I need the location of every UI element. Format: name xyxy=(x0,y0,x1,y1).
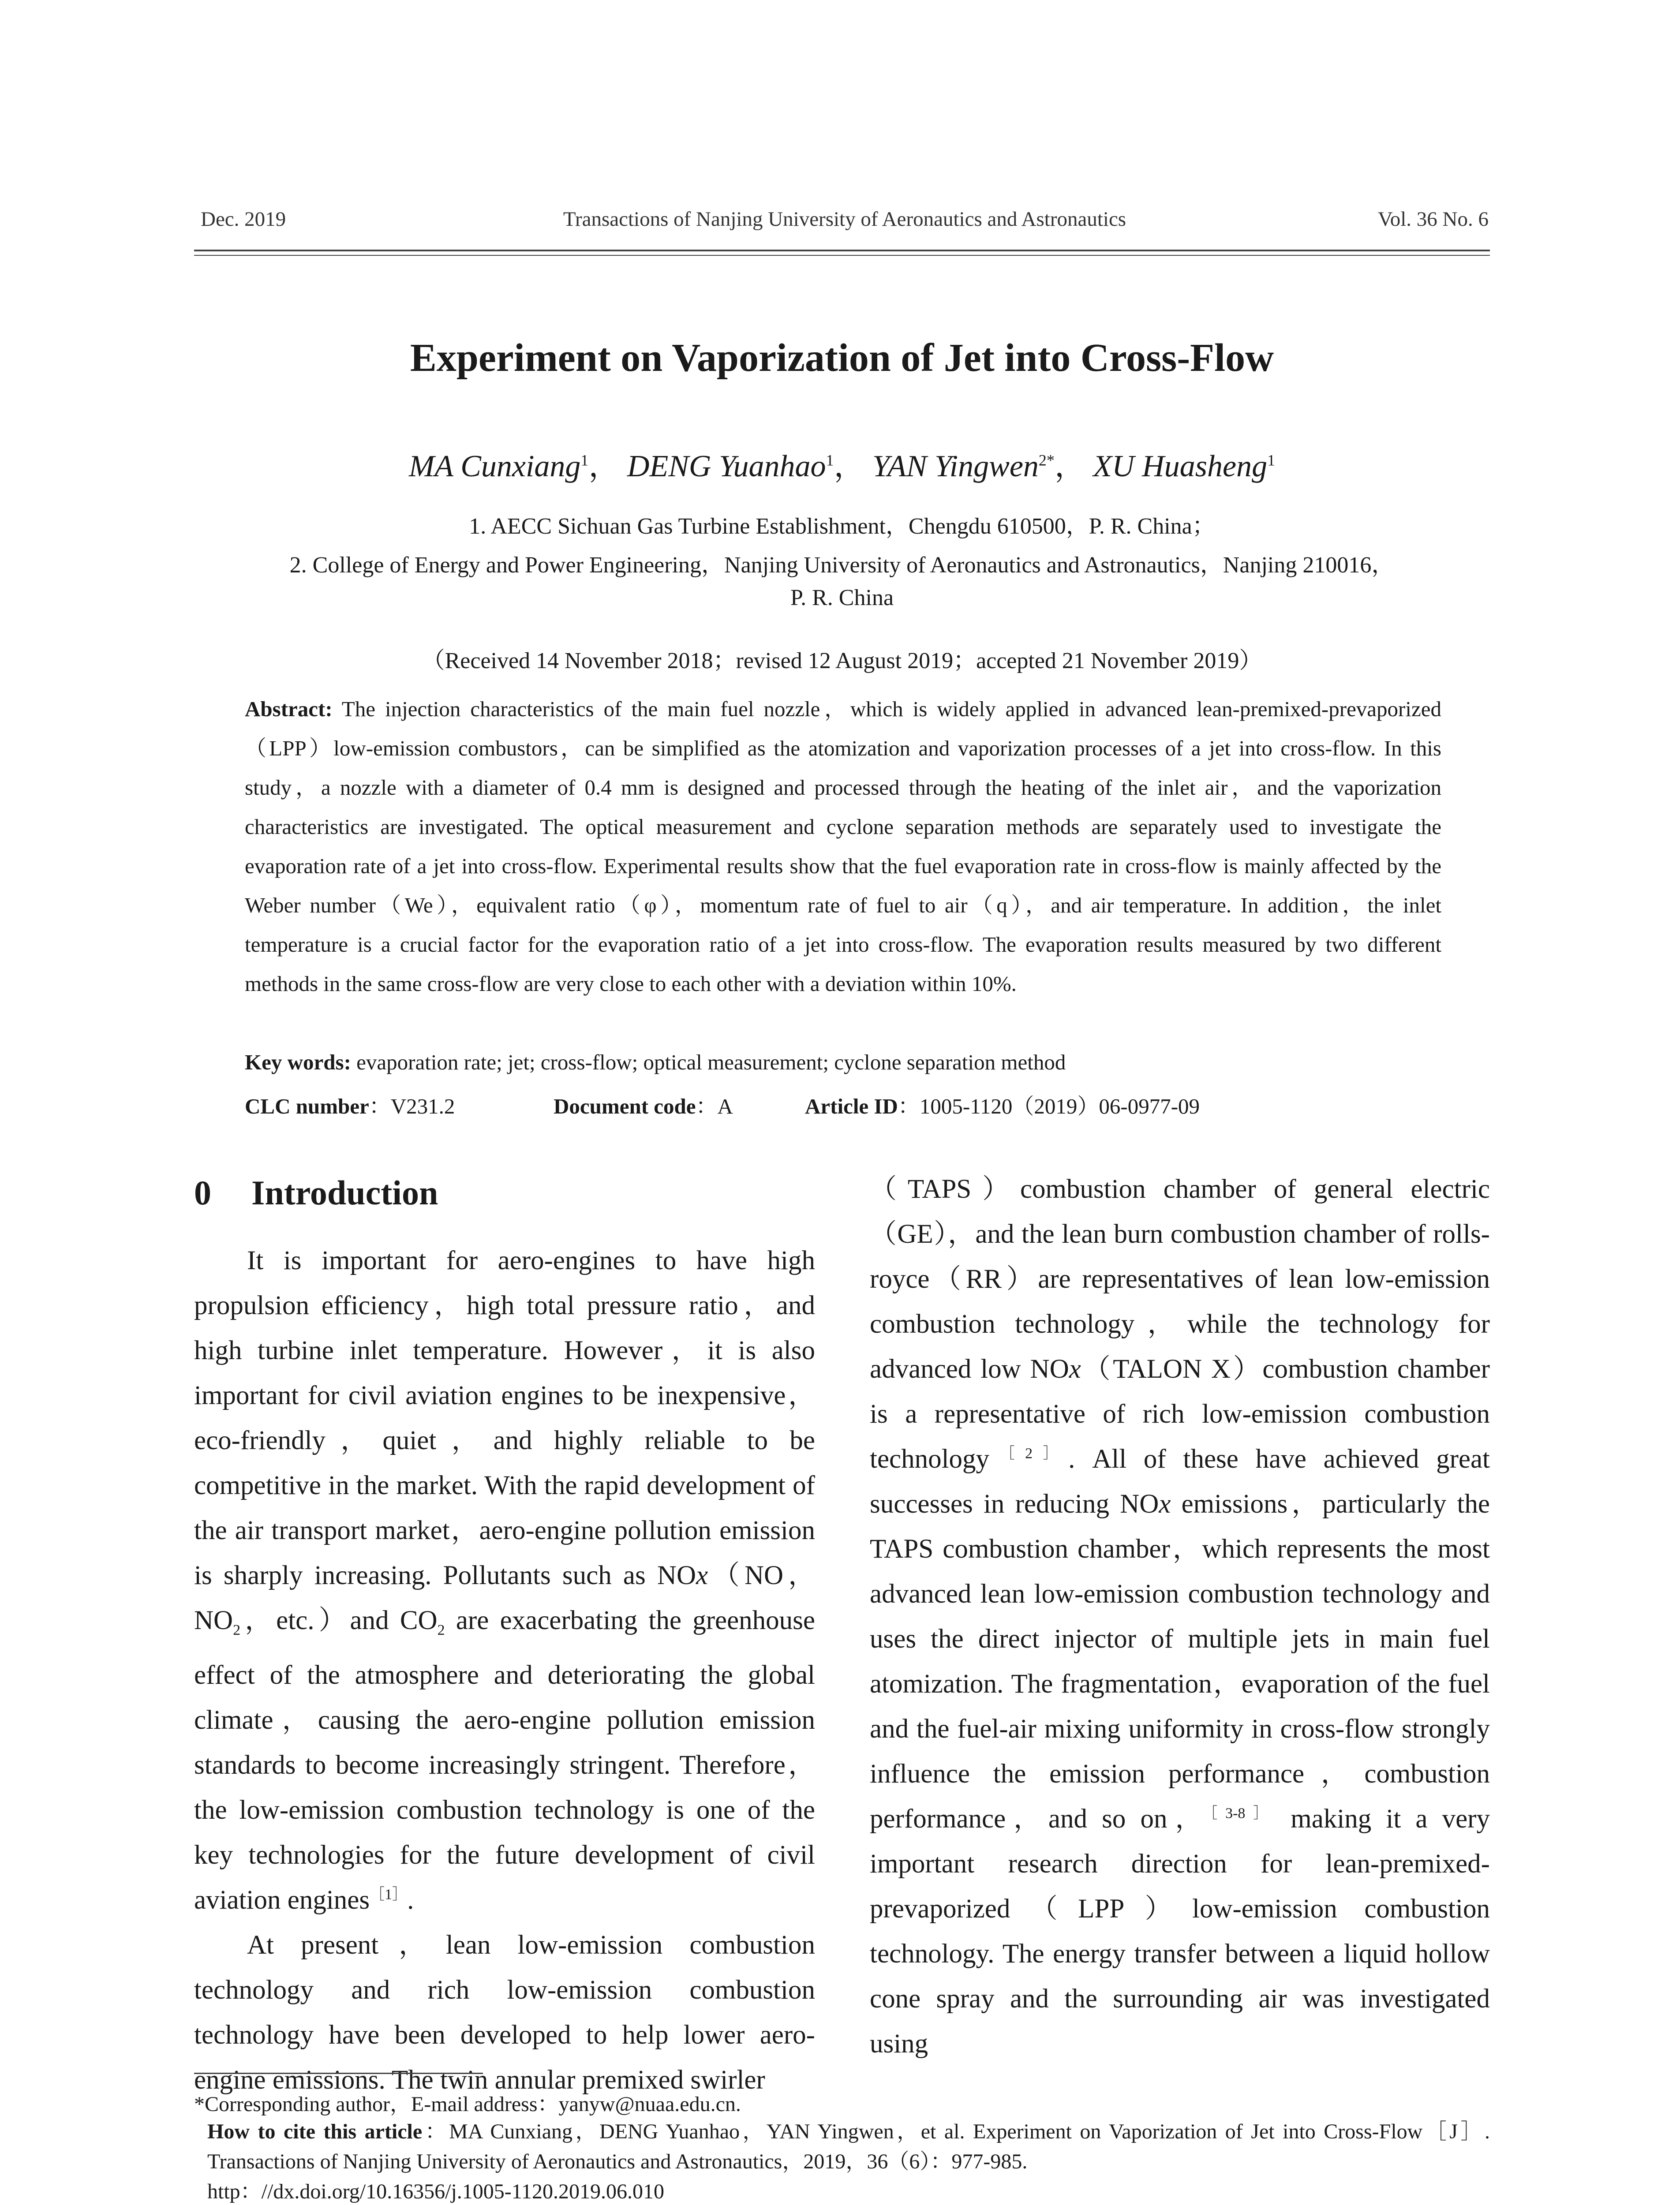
subscript: 2 xyxy=(437,1622,445,1639)
author-list xyxy=(194,441,1490,486)
section-title: Introduction xyxy=(251,1174,438,1212)
author-mark: 2* xyxy=(1038,451,1055,469)
keywords-label: Key words: xyxy=(245,1050,351,1074)
text-run: ，etc.）and CO xyxy=(240,1606,438,1635)
text-run: It is important for aero-engines to have high propulsion efficiency，high total pressure ratio，and high turbine inlet temperature. However，it is also important for civil aviation engines to be inexpensive，eco-friendly，quiet，and highly reliable to be competitive in the market. With the rapid development of the air transport market，aero-engine pollution emission is sharply increasing. Pollutants such as NO xyxy=(194,1246,815,1590)
affiliation-2-cont: P. R. China xyxy=(790,585,894,610)
text-run: （TALON X）combustion chamber is a representative of rich low-emission combustion technology xyxy=(870,1354,1490,1474)
author-name: MA Cunxiang xyxy=(408,449,581,483)
paragraph xyxy=(194,1238,815,1923)
citation-text: ：MA Cunxiang，DENG Yuanhao，YAN Yingwen，et al. Experiment on Vaporization of Jet into Cross-Flow［J］. Transactions of Nanjing University of Aeronautics and Astronautics，2019，36（6）：977-985. xyxy=(207,2120,1490,2173)
author-separator: ， xyxy=(834,449,865,483)
author-mark: 1 xyxy=(826,451,834,469)
header-volume: Vol. 36 No. 6 xyxy=(1377,208,1489,231)
author-separator: ， xyxy=(1054,449,1085,483)
text-run: . All of these have achieved great successes in reducing NO xyxy=(870,1444,1490,1519)
paragraph: At present，lean low-emission combustion technology and rich low-emission combustion technology have been developed to help lower aero-engine emissions. The twin annular premixed swirler xyxy=(194,1930,815,2095)
citation-block xyxy=(207,2117,1490,2205)
running-header xyxy=(201,207,1489,238)
italic-x: x xyxy=(1069,1354,1081,1384)
author-mark: 1 xyxy=(1267,451,1276,469)
section-number: 0 xyxy=(194,1174,211,1212)
keywords-text: evaporation rate; jet; cross-flow; optical measurement; cyclone separation method xyxy=(351,1050,1066,1074)
received-dates: （Received 14 November 2018；revised 12 August 2019；accepted 21 November 2019） xyxy=(422,648,1262,673)
author-name: DENG Yuanhao xyxy=(627,449,826,483)
citation-ref[interactable]: ［2］ xyxy=(989,1445,1069,1462)
text-run: （TAPS）combustion chamber of general electric（GE），and the lean burn combustion chamber of rolls-royce（RR）are representatives of lean low-emission combustion technology，while the technology for advanced low NO xyxy=(870,1174,1490,1384)
header-rule-thin xyxy=(194,255,1490,256)
citation-ref[interactable]: ［1］ xyxy=(370,1886,408,1903)
section-heading xyxy=(194,1173,438,1213)
paper-title: Experiment on Vaporization of Jet into Cross-Flow xyxy=(410,336,1274,380)
footnote-rule xyxy=(194,2073,483,2074)
text-run: emissions，particularly the TAPS combustion chamber，which represents the most advanced lean low-emission combustion technology and uses the direct injector of multiple jets in main fuel atomization. The fragmentation，evaporation of the fuel and the fuel-air mixing uniformity in cross-flow strongly influence the emission performance，combustion performance，and so on， xyxy=(870,1489,1490,1834)
text-run: （NO，NO xyxy=(194,1561,816,1635)
text-run: making it a very important research direction for lean-premixed-prevaporized（LPP）low-emission combustion technology. The energy transfer between a liquid hollow cone spray and the surrounding air was investigated using xyxy=(870,1804,1490,2059)
citation-label: How to cite this article xyxy=(207,2120,423,2143)
subscript: 2 xyxy=(233,1622,241,1639)
paragraph xyxy=(870,1167,1490,2067)
citation-ref[interactable]: ［3-8］ xyxy=(1210,1805,1276,1822)
clc-value: ：V231.2 xyxy=(369,1094,455,1118)
classification-line xyxy=(245,1089,1441,1120)
abstract-label: Abstract: xyxy=(245,697,333,721)
corresponding-author-footnote: *Corresponding author，E-mail address：yanyw@nuaa.edu.cn. xyxy=(194,2093,741,2116)
article-id-label: Article ID xyxy=(805,1094,898,1118)
document-code-label: Document code xyxy=(554,1094,696,1118)
author-name: XU Huasheng xyxy=(1093,449,1268,483)
left-column xyxy=(194,1238,815,2103)
author-mark: 1 xyxy=(580,451,589,469)
text-run: . xyxy=(407,1885,414,1915)
italic-x: x xyxy=(1159,1489,1171,1519)
affiliation-2: 2. College of Energy and Power Engineering，Nanjing University of Aeronautics and Astronautics，Nanjing 210016， xyxy=(289,553,1395,578)
clc-label: CLC number xyxy=(245,1094,369,1118)
header-journal: Transactions of Nanjing University of Aeronautics and Astronautics xyxy=(563,208,1126,231)
author-separator: ， xyxy=(588,449,620,483)
article-id-value: ：1005-1120（2019）06-0977-09 xyxy=(898,1094,1200,1118)
header-date: Dec. 2019 xyxy=(201,208,286,231)
affiliation-1: 1. AECC Sichuan Gas Turbine Establishment，Chengdu 610500，P. R. China； xyxy=(469,514,1215,539)
author-name: YAN Yingwen xyxy=(872,449,1039,483)
header-rule-thick xyxy=(194,250,1490,251)
abstract xyxy=(245,689,1441,1003)
keywords xyxy=(245,1050,1441,1075)
abstract-text: The injection characteristics of the main fuel nozzle，which is widely applied in advanced lean-premixed-prevaporized（LPP）low-emission combustors，can be simplified as the atomization and vaporization processes of a jet into cross-flow. In this study，a nozzle with a diameter of 0.4 mm is designed and processed through the heating of the inlet air，and the vaporization characteristics are investigated. The optical measurement and cyclone separation methods are separately used to investigate the evaporation rate of a jet into cross-flow. Experimental results show that the fuel evaporation rate in cross-flow is mainly affected by the Weber number（We），equivalent ratio（φ），momentum rate of fuel to air（q），and air temperature. In addition，the inlet temperature is a crucial factor for the evaporation ratio of a jet into cross-flow. The evaporation results measured by two different methods in the same cross-flow are very close to each other with a deviation within 10%. xyxy=(245,697,1441,996)
italic-x: x xyxy=(696,1561,708,1590)
text-run: are exacerbating the greenhouse effect of the atmosphere and deteriorating the global climate，causing the aero-engine pollution emission standards to become increasingly stringent. Therefore，the low-emission combustion technology is one of the key technologies for the future development of civil aviation engines xyxy=(194,1606,815,1915)
right-column xyxy=(870,1167,1490,2067)
document-code-value: ：A xyxy=(696,1094,733,1118)
doi-link[interactable]: http：//dx.doi.org/10.16356/j.1005-1120.2019.06.010 xyxy=(207,2180,665,2203)
